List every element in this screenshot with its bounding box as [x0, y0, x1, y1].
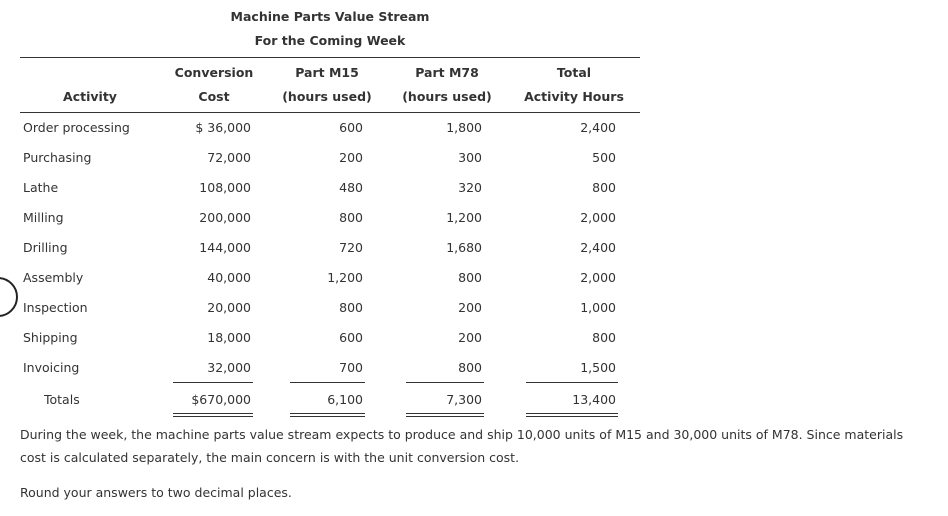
- row-conversion-cost: 200,000: [199, 210, 251, 225]
- row-activity: Order processing: [23, 120, 130, 135]
- m78-subtotal-rule: [406, 382, 484, 383]
- row-conversion-cost: 144,000: [199, 240, 251, 255]
- header-conversion-line1: Conversion: [174, 65, 254, 80]
- row-m15-hours: 800: [339, 210, 363, 225]
- row-m78-hours: 1,800: [446, 120, 482, 135]
- row-conversion-cost: 72,000: [207, 150, 251, 165]
- header-conversion-line2: Cost: [198, 89, 230, 104]
- cost-subtotal-rule: [173, 382, 253, 383]
- m15-total-double-rule: [290, 413, 365, 417]
- row-activity: Shipping: [23, 330, 78, 345]
- row-total-hours: 500: [592, 150, 616, 165]
- row-total-hours: 800: [592, 330, 616, 345]
- row-activity: Assembly: [23, 270, 84, 285]
- row-m15-hours: 600: [339, 120, 363, 135]
- row-m78-hours: 1,200: [446, 210, 482, 225]
- row-m78-hours: 800: [458, 270, 482, 285]
- circle-icon: [0, 277, 18, 317]
- cost-total-double-rule: [173, 413, 253, 417]
- row-activity: Lathe: [23, 180, 59, 195]
- header-activity: Activity: [63, 89, 117, 104]
- row-total-hours: 2,400: [580, 120, 616, 135]
- table-subtitle: For the Coming Week: [254, 33, 406, 48]
- row-conversion-cost: 108,000: [199, 180, 251, 195]
- row-m15-hours: 480: [339, 180, 363, 195]
- row-conversion-cost: 18,000: [207, 330, 251, 345]
- row-total-hours: 800: [592, 180, 616, 195]
- total-total-double-rule: [526, 413, 618, 417]
- row-m15-hours: 1,200: [327, 270, 363, 285]
- totals-conversion-cost: $670,000: [191, 392, 251, 407]
- table-header-rule: [20, 112, 640, 113]
- row-total-hours: 2,000: [580, 270, 616, 285]
- row-m15-hours: 200: [339, 150, 363, 165]
- row-conversion-cost: $ 36,000: [195, 120, 251, 135]
- header-m15-line2: (hours used): [282, 89, 372, 104]
- row-activity: Drilling: [23, 240, 68, 255]
- row-m15-hours: 800: [339, 300, 363, 315]
- row-activity: Inspection: [23, 300, 88, 315]
- header-total-line2: Activity Hours: [524, 89, 624, 104]
- row-m78-hours: 320: [458, 180, 482, 195]
- row-m78-hours: 300: [458, 150, 482, 165]
- row-m78-hours: 200: [458, 330, 482, 345]
- row-activity: Milling: [23, 210, 64, 225]
- row-activity: Invoicing: [23, 360, 80, 375]
- row-m15-hours: 700: [339, 360, 363, 375]
- row-m78-hours: 1,680: [446, 240, 482, 255]
- table-title: Machine Parts Value Stream: [230, 9, 430, 24]
- totals-label: Totals: [44, 392, 80, 407]
- row-m15-hours: 600: [339, 330, 363, 345]
- row-total-hours: 1,000: [580, 300, 616, 315]
- totals-total-hours: 13,400: [572, 392, 616, 407]
- row-m78-hours: 800: [458, 360, 482, 375]
- rounding-instruction: Round your answers to two decimal places.: [20, 485, 292, 500]
- row-conversion-cost: 40,000: [207, 270, 251, 285]
- m78-total-double-rule: [406, 413, 484, 417]
- header-m78-line1: Part M78: [415, 65, 479, 80]
- header-m78-line2: (hours used): [402, 89, 492, 104]
- table-top-rule: [20, 57, 640, 58]
- header-total-line1: Total: [556, 65, 592, 80]
- m15-subtotal-rule: [290, 382, 365, 383]
- row-total-hours: 2,400: [580, 240, 616, 255]
- row-activity: Purchasing: [23, 150, 92, 165]
- row-conversion-cost: 32,000: [207, 360, 251, 375]
- row-m15-hours: 720: [339, 240, 363, 255]
- header-m15-line1: Part M15: [295, 65, 359, 80]
- scenario-paragraph: During the week, the machine parts value stream expects to produce and ship 10,000 units of M15 and 30,000 units of M78. Since materials cost is calculated separately, the main concern is with the unit conversion cost.: [20, 427, 904, 465]
- total-subtotal-rule: [526, 382, 618, 383]
- row-m78-hours: 200: [458, 300, 482, 315]
- row-total-hours: 2,000: [580, 210, 616, 225]
- totals-m78-hours: 7,300: [446, 392, 482, 407]
- row-total-hours: 1,500: [580, 360, 616, 375]
- row-conversion-cost: 20,000: [207, 300, 251, 315]
- totals-m15-hours: 6,100: [327, 392, 363, 407]
